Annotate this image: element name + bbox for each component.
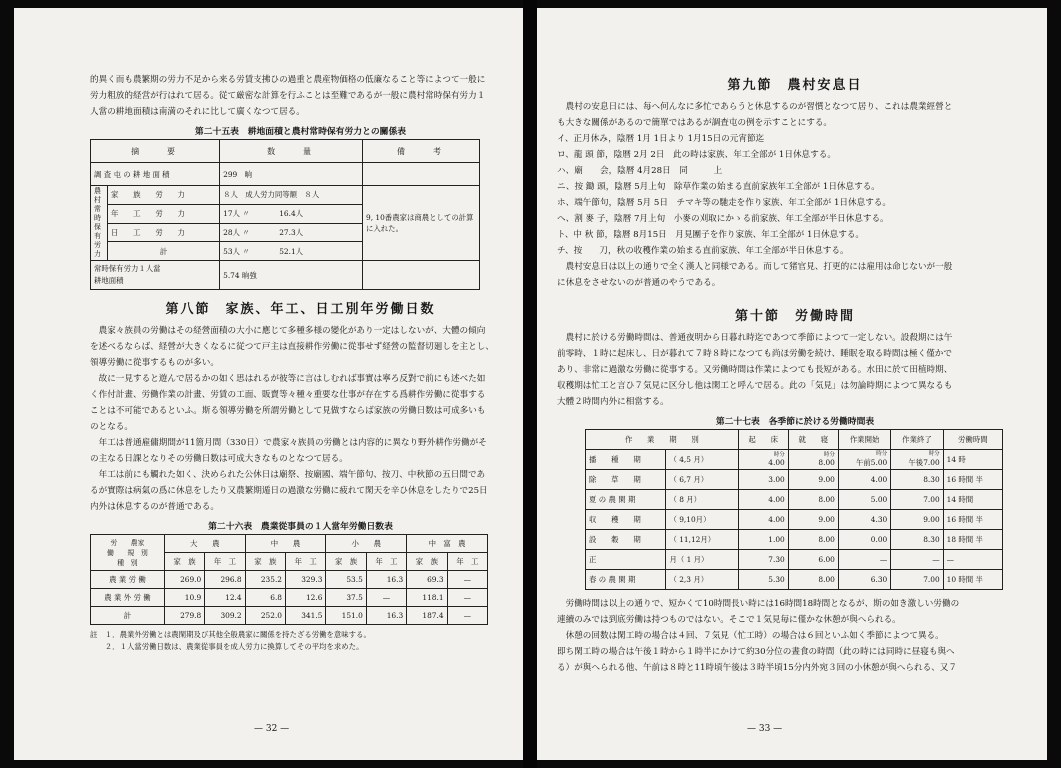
header-cell: 労働時間 [943, 430, 1002, 450]
text-line: 労力粗放的経営が行はれて居る。従て厳密な計算を行ふことは至難であるが一般に農村常時保有労力１ [90, 91, 486, 101]
list-item: ロ、龍 頭 節，陰暦 2月 2日 此の時は家族、年工全部が 1日休息する。 [557, 150, 836, 160]
holiday-list [557, 131, 1033, 259]
list-item: ヘ、割 麥 子，陰暦 7月上旬 小麥の刈取にかゝる前家族、年工全部が半日休息する。 [557, 214, 889, 224]
row-label: 夏 の 農 閑 期 [586, 490, 666, 510]
cell [738, 450, 788, 470]
text-line: 農村に於ける労働時間は、普通夜明から日暮れ時迄であつて季節によつて一定しない。設殺期には午 [565, 333, 953, 343]
cell-value: 午前5.00 [856, 458, 888, 467]
header-cell: 年 工 [205, 553, 245, 571]
table26-title: 第二十六表 農業從事員の１人當年労働日数表 [208, 522, 393, 532]
text-line: 前零時、１時に起床し、日が暮れて７時８時になつても尚ほ労働を続け、睡眠を取る時間は極く僅かで [557, 349, 952, 359]
row-month: （ 9,10月） [666, 510, 738, 530]
header-cell: 作業終了 [891, 430, 943, 450]
section9-body [557, 99, 1033, 131]
cell: 4.00 [738, 510, 788, 530]
cell: 151.0 [326, 607, 366, 625]
cell: — [891, 550, 943, 570]
text-line: 的異く而も農繁期の労力不足から来る労賃支拂ひの過重と農産物価格の低廉なること等によつて一般に [90, 75, 486, 85]
cell: 計 [108, 242, 220, 261]
cell: 14 時 [943, 450, 1002, 470]
header-cell: 就 寝 [788, 430, 838, 450]
cell: 4.30 [838, 510, 890, 530]
text-line: の主なる日課となりその労働日数は可成大きなものとなつて居る。 [90, 454, 348, 464]
cell [91, 261, 220, 290]
header-cell: 家 族 [245, 553, 285, 571]
cell: 8.30 [891, 470, 943, 490]
cell: 17人 〃 16.4人 [220, 204, 363, 223]
cell [363, 163, 480, 186]
cell: 269.0 [164, 571, 204, 589]
unit-label: 時分 [876, 451, 888, 457]
section9-closing [557, 259, 1033, 291]
cell: 8.00 [788, 490, 838, 510]
cell: — [447, 589, 487, 607]
text-line: 領導労働に從事するものが多い。 [90, 358, 219, 368]
text-line: 即ち閑工時の場合は午後１時から１時半にかけて約30分位の晝食の時間（此の時には同時に昼寝も與へ [557, 647, 955, 657]
text-line: 大體２時間内外に相當する。 [557, 397, 669, 407]
cell: 329.3 [286, 571, 326, 589]
section10-closing [557, 596, 1033, 676]
cell: 調 査 屯 の 耕 地 面 積 [91, 163, 220, 186]
header-cell: 数 量 [220, 140, 363, 163]
row-month: 月（ 1 月） [666, 550, 738, 570]
header-cell: 摘 要 [91, 140, 220, 163]
row-label: 収 穫 期 [586, 510, 666, 530]
table-row [91, 571, 488, 589]
cell [788, 450, 838, 470]
header-cell: 中 農 [245, 535, 326, 553]
cell: 3.00 [738, 470, 788, 490]
right-page [537, 8, 1047, 760]
header-cell: 起 床 [738, 430, 788, 450]
cell: 187.4 [407, 607, 447, 625]
cell: 7.30 [738, 550, 788, 570]
text-line: 内外は休息するのが普通である。 [90, 502, 219, 512]
table-row [91, 589, 488, 607]
row-label: 農 業 外 労 働 [91, 589, 165, 607]
cell: 37.5 [326, 589, 366, 607]
cell: 年 工 労 力 [108, 204, 220, 223]
cell-line: 常時保有労力１人當 [94, 264, 161, 273]
section8-body [90, 323, 511, 515]
header-cell: 小 農 [326, 535, 407, 553]
text-line: 農村安息日は以上の通りで全く漢人と同様である。而して猪官見、打更的には雇用は命じないが一般 [565, 262, 953, 272]
text-line: 年工は普通雇傭期間が11箇月間（330日）で農家々族員の労働とは内容的に異なり野外耕作労働がそ [98, 438, 487, 448]
table-row [586, 490, 1003, 510]
cell: 0.00 [838, 530, 890, 550]
table-row [586, 510, 1003, 530]
cell: 299 晌 [220, 163, 363, 186]
cell: 16 時間 半 [943, 510, 1002, 530]
corner-cell [91, 535, 165, 571]
text-line: 労働時間は以上の通りで、短かくて10時間長い時には16時間18時間となるが、斯の如き激しい労働の [565, 599, 960, 609]
unit-label: 時分 [823, 452, 835, 458]
cell-value: 午後7.00 [908, 458, 940, 467]
list-item: ニ、按 鋤 頭，陰暦 5月上旬 除草作業の始まる直前家族年工全部が 1日休息する。 [557, 182, 880, 192]
table-row [586, 570, 1003, 590]
cell: — [838, 550, 890, 570]
cell-value: 4.00 [768, 458, 785, 467]
corner-line: 働 規 別 [107, 548, 148, 557]
text-line: も大きな關係があるので簡單ではあるが調査屯の例を示すことにする。 [557, 118, 833, 128]
cell: 5.30 [738, 570, 788, 590]
list-item: イ、正月休み，陰暦 1月 1日より 1月15日の元宵節迄 [557, 134, 765, 144]
cell: 341.5 [286, 607, 326, 625]
cell: 8.30 [891, 530, 943, 550]
cell: ８人 成人労力同等額 ８人 [220, 186, 363, 205]
table26-notes [90, 629, 511, 653]
cell: 69.3 [407, 571, 447, 589]
text-line: を述べるならば、経營が大きくなるに従つて戸主は直接耕作労働に從事せず経營の監督切廻しを主とし、 [90, 342, 494, 352]
cell: 16 時間 半 [943, 470, 1002, 490]
text-line: る）が與へられる他、午前は８時と11時頃午後は３時半頃15分内外宛３回の小休憩が與へられる、又７ [557, 663, 957, 673]
row-label: 播 種 期 [586, 450, 666, 470]
table27-title: 第二十七表 各季節に於ける労働時間表 [715, 417, 875, 427]
cell: 5.00 [838, 490, 890, 510]
cell: 9.00 [891, 510, 943, 530]
cell: 1.00 [738, 530, 788, 550]
row-month: （ 6,7 月） [666, 470, 738, 490]
cell [363, 261, 480, 290]
text-line: 収穫期は忙工と言ひ７気見に区分し他は閑工と呼んで居る。此の「気見」は勿論時期によつて異なるも [557, 381, 953, 391]
corner-line: 労 農家 [110, 538, 145, 547]
table-row [586, 450, 1003, 470]
text-line: るが實際は病氣の爲に休息をしたり又農繁期遁日の過激な労働に疲れて閑天を辛ひ休息をしたりで25日 [90, 486, 488, 496]
section10-title: 第十節 労働時間 [734, 309, 855, 324]
list-item: チ、按 刀，秋の收穫作業の始まる直前家族、年工全部が半日休息する。 [557, 246, 849, 256]
cell: 235.2 [245, 571, 285, 589]
cell: 6.30 [838, 570, 890, 590]
cell: 7.00 [891, 570, 943, 590]
cell-line: 耕地面積 [94, 276, 124, 285]
table-row [91, 607, 488, 625]
row-month: （ 2,3 月） [666, 570, 738, 590]
list-item: ハ、廟 会，陰暦 4月28日 同 上 [557, 166, 723, 176]
text-line: 故に一見すると遊んで居るかの如く思はれるが彼等に言はしむれば事實は寧ろ反對で前にも述べた如 [98, 374, 486, 384]
cell: 8.00 [788, 570, 838, 590]
header-cell: 作 業 期 別 [586, 430, 739, 450]
row-label: 正 [586, 550, 666, 570]
header-cell: 家 族 [407, 553, 447, 571]
row-month: （ 8 月） [666, 490, 738, 510]
cell: 9.00 [788, 470, 838, 490]
cell: 6.00 [788, 550, 838, 570]
cell: 16.3 [366, 607, 406, 625]
table25-title: 第二十五表 耕地面積と農村常時保有労力との關係表 [194, 127, 407, 137]
section10-body [557, 330, 1033, 410]
text-line: 休憩の回数は閑工時の場合は４回、７気見（忙工時）の場合は６回といふ如く季節によつて異る。 [565, 631, 944, 641]
cell: 9.00 [788, 510, 838, 530]
header-cell: 家 族 [326, 553, 366, 571]
table-row [586, 530, 1003, 550]
cell: 14 時間 [943, 490, 1002, 510]
cell: 118.1 [407, 589, 447, 607]
table-row [586, 550, 1003, 570]
text-line: あり、非常に過激な労働に從事する。又労働時間は作業によつても長短がある。水田に於て田植時期、 [557, 365, 953, 375]
cell [838, 450, 890, 470]
cell: 家 族 労 力 [108, 186, 220, 205]
cell: 12.6 [286, 589, 326, 607]
unit-label: 時分 [773, 452, 785, 458]
cell: 4.00 [838, 470, 890, 490]
cell: 12.4 [205, 589, 245, 607]
text-line: 人當の耕地面積は南満のそれに比して廣くなつて居る。 [90, 107, 305, 117]
section9-title: 第九節 農村安息日 [727, 78, 863, 93]
header-cell: 家 族 [164, 553, 204, 571]
table-row [586, 470, 1003, 490]
cell: 6.8 [245, 589, 285, 607]
intro-paragraph [90, 72, 511, 120]
cell: 279.8 [164, 607, 204, 625]
row-month: （ 4,5 月） [666, 450, 738, 470]
row-label: 計 [91, 607, 165, 625]
unit-label: 時分 [928, 451, 940, 457]
header-cell: 年 工 [286, 553, 326, 571]
note-line: ２．１人當労働日数は、農業從事員を成人労力に換算してその平均を求めた。 [90, 642, 364, 651]
cell: 8.00 [788, 530, 838, 550]
cell [891, 450, 943, 470]
table26 [90, 534, 488, 625]
cell: — [447, 607, 487, 625]
text-line: のとなる。 [90, 422, 133, 432]
list-item: ト、中 秋 節，陰暦 8月15日 月見團子を作り家族、年工全部が 1日休息する。 [557, 230, 865, 240]
header-cell: 年 工 [366, 553, 406, 571]
cell: 18 時間 半 [943, 530, 1002, 550]
cell: 7.00 [891, 490, 943, 510]
header-cell: 年 工 [447, 553, 487, 571]
cell: 10 時間 半 [943, 570, 1002, 590]
row-label: 設 穀 期 [586, 530, 666, 550]
table27 [585, 429, 1003, 590]
row-month: （ 11,12月） [666, 530, 738, 550]
cell: 28人 〃 27.3人 [220, 223, 363, 242]
corner-line: 種 別 [117, 558, 138, 567]
text-line: ことは不可能であるといふ。斯る領導労働を所謂労働として見做すならば家族の労働日数は可成多いも [90, 406, 486, 416]
book-gutter [523, 0, 537, 768]
cell: 9, 10番農家は商農としての計算に入れた。 [363, 186, 480, 261]
cell: 252.0 [245, 607, 285, 625]
cell: — [943, 550, 1002, 570]
cell: — [447, 571, 487, 589]
page-number: — 32 — [254, 724, 290, 734]
cell: 53.5 [326, 571, 366, 589]
table25 [90, 139, 480, 290]
cell: 309.2 [205, 607, 245, 625]
cell: 10.9 [164, 589, 204, 607]
cell-value: 8.00 [818, 458, 835, 467]
text-line: に休息をさせないのが普通のやうである。 [557, 278, 721, 288]
header-cell: 大 農 [164, 535, 245, 553]
page-number: — 33 — [747, 724, 783, 734]
list-item: ホ、端午節句，陰暦 5月 5日 チマキ等の馳走を作り家族、年工全部が 1日休息する。 [557, 198, 891, 208]
cell: 16.3 [366, 571, 406, 589]
cell: 4.00 [738, 490, 788, 510]
text-line: 農村の安息日には、每へ何んなに多忙であらうと休息するのが習慣となつて居り、これは農業經營と [565, 102, 953, 112]
text-line: 年工は前にも觸れた如く、決められた公休日は廟祭、按廟國、端午節句、按刀、中秋節の五日間であ [98, 470, 486, 480]
header-cell: 中 富 農 [407, 535, 488, 553]
text-line: く作付計畫、労働作業の計畫、労賃の工面、販賣等々種々重要な仕事が存在する爲耕作労働に從事する [90, 390, 486, 400]
cell: 農村常時保有労力 [91, 186, 108, 261]
cell: 日 工 労 力 [108, 223, 220, 242]
header-cell: 作業開始 [838, 430, 890, 450]
left-page [14, 8, 523, 760]
row-label: 除 草 期 [586, 470, 666, 490]
cell: — [366, 589, 406, 607]
cell: 296.8 [205, 571, 245, 589]
cell: 5.74 晌強 [220, 261, 363, 290]
row-label: 春 の 農 閑 期 [586, 570, 666, 590]
section8-title: 第八節 家族、年工、日工別年労働日数 [165, 302, 436, 317]
note-line: 註 １．農業外労働とは農閑期及び其他全般農家に關係を持たざる労働を意味する。 [90, 630, 371, 639]
row-label: 農 業 労 働 [91, 571, 165, 589]
header-cell: 備 考 [363, 140, 480, 163]
text-line: 連續のみでは到底労働は持つものではない。そこで１気見毎に僅かな休憩が與へられる。 [557, 615, 901, 625]
text-line: 農家々族員の労働はその経營面積の大小に應じて多種多様の變化があり一定はしないが、大體の傾向 [98, 326, 486, 336]
cell: 53人 〃 52.1人 [220, 242, 363, 261]
